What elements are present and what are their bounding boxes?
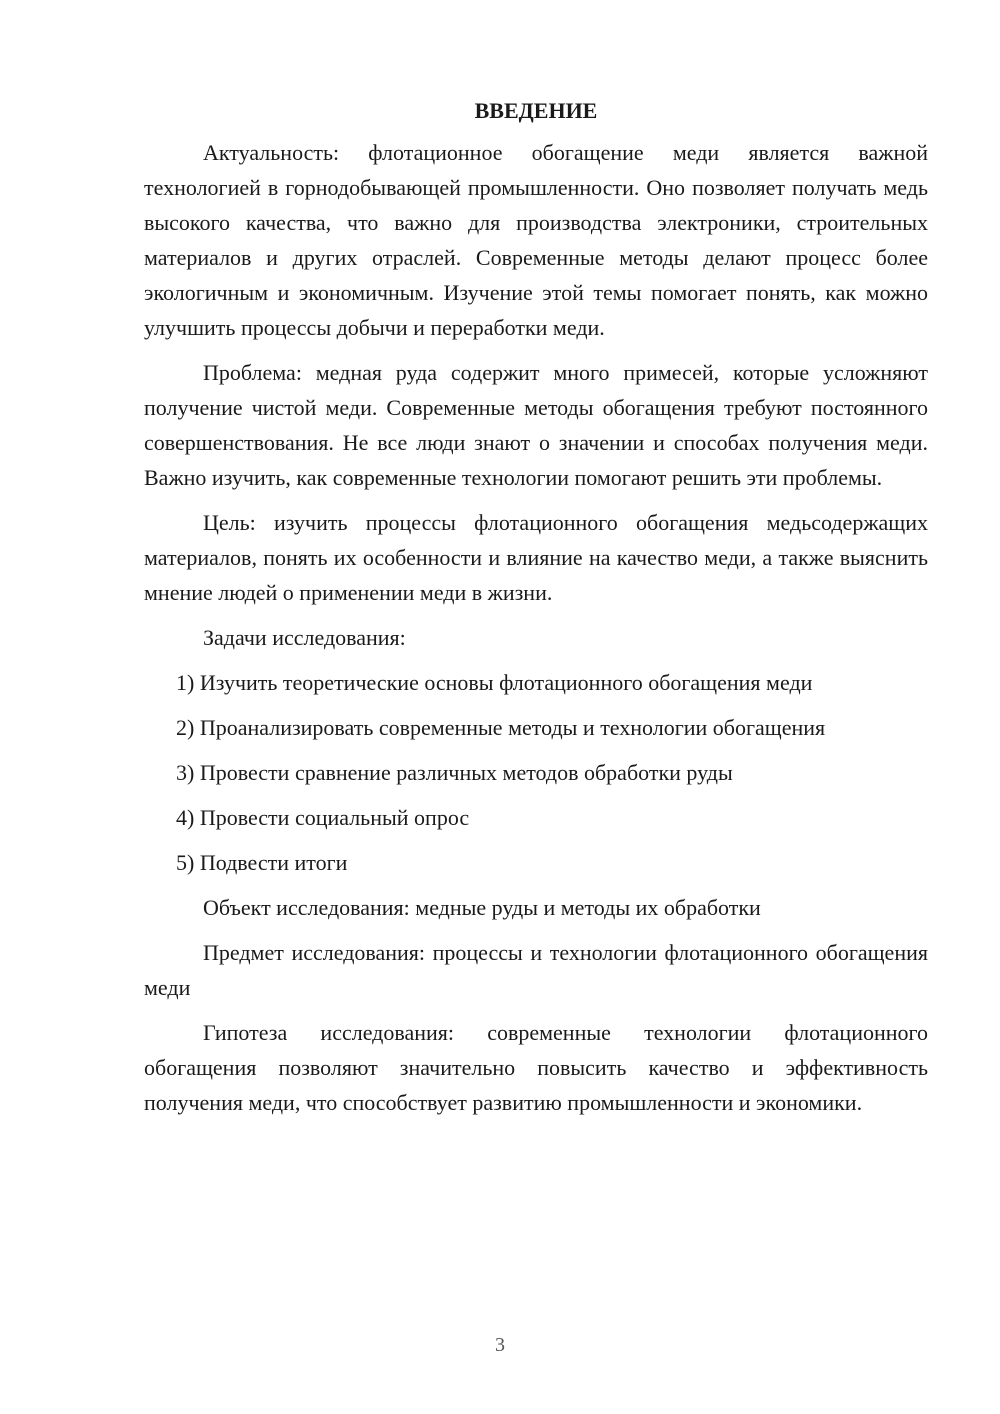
object-paragraph: Объект исследования: медные руды и методы их обработки: [203, 895, 761, 920]
page-number: 3: [495, 1334, 505, 1356]
hypothesis-paragraph: Гипотеза исследования: современные технологии флотационного обогащения позволяют значительно повысить качество и эффективность получения меди, что способствует развитию промышленности и экономики.: [144, 1020, 928, 1115]
task-item: 1) Изучить теоретические основы флотационного обогащения меди: [176, 670, 813, 695]
document-page: [144, 95, 928, 1130]
goal-paragraph: Цель: изучить процессы флотационного обогащения медьсодержащих материалов, понять их особенности и влияние на качество меди, а также выяснить мнение людей о применении меди в жизни.: [144, 510, 928, 605]
task-item: 2) Проанализировать современные методы и технологии обогащения: [176, 715, 826, 740]
problem-paragraph: Проблема: медная руда содержит много примесей, которые усложняют получение чистой меди. Современные методы обогащения требуют постоянного совершенствования. Не все люди знают о значении и способах получения меди. Важно изучить, как современные технологии помогают решить эти проблемы.: [144, 360, 928, 490]
subject-paragraph: Предмет исследования: процессы и технологии флотационного обогащения меди: [144, 940, 928, 1000]
task-item: 3) Провести сравнение различных методов обработки руды: [176, 760, 733, 785]
task-item: 4) Провести социальный опрос: [176, 805, 470, 830]
task-item: 5) Подвести итоги: [176, 850, 348, 875]
relevance-paragraph: Актуальность: флотационное обогащение меди является важной технологией в горнодобывающей промышленности. Оно позволяет получать медь высокого качества, что важно для производства электроники, строительных материалов и других отраслей. Современные методы делают процесс более экологичным и экономичным. Изучение этой темы помогает понять, как можно улучшить процессы добычи и переработки меди.: [144, 140, 928, 340]
section-title: ВВЕДЕНИЕ: [474, 98, 598, 123]
tasks-list: [144, 665, 928, 880]
tasks-heading: Задачи исследования:: [203, 625, 406, 650]
